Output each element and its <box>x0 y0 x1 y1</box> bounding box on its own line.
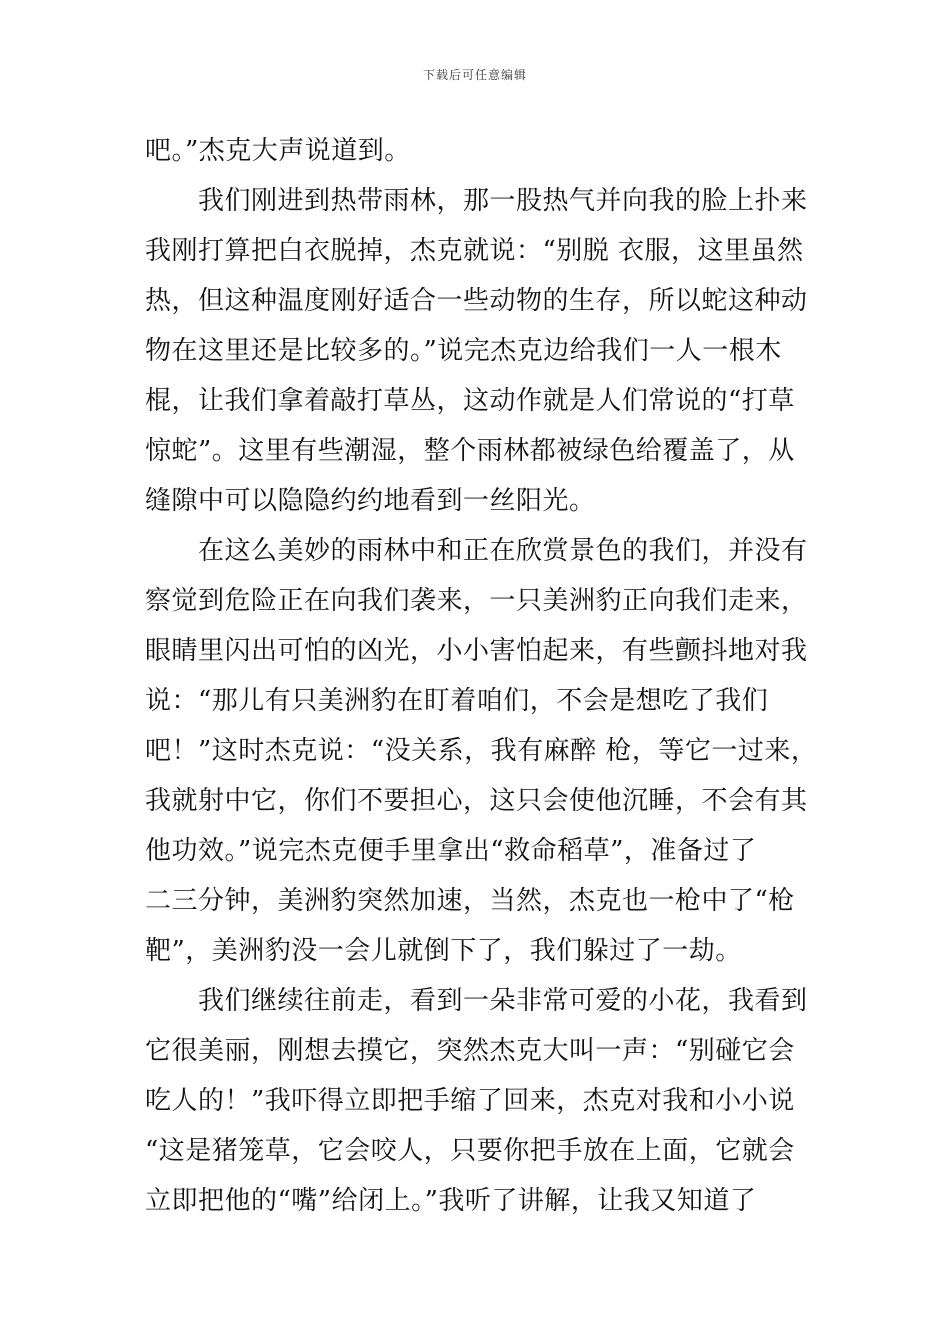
paragraph-first-line: 在这么美妙的雨林中和正在欣赏景色的我们，并没有 <box>198 536 808 566</box>
text-line: 吧！”这时杰克说：“没关系，我有麻醉 枪，等它一过来， <box>145 736 818 766</box>
text-line: 棍，让我们拿着敲打草丛，这动作就是人们常说的“打草 <box>145 386 795 416</box>
text-line: 眼睛里闪出可怕的凶光，小小害怕起来，有些颤抖地对我 <box>145 636 808 666</box>
page-header: 下载后可任意编辑 <box>422 68 527 82</box>
text-line: 缝隙中可以隐隐约约地看到一丝阳光。 <box>145 486 596 516</box>
text-line: 热，但这种温度刚好适合一些动物的生存，所以蛇这种动 <box>145 286 808 316</box>
text-line: 察觉到危险正在向我们袭来，一只美洲豹正向我们走来， <box>145 586 808 616</box>
text-line: 它很美丽，刚想去摸它，突然杰克大叫一声：“别碰它会 <box>145 1036 795 1066</box>
text-line: 吃人的！”我吓得立即把手缩了回来，杰克对我和小小说 <box>145 1086 795 1116</box>
text-line: 立即把他的“嘴”给闭上。”我听了讲解，让我又知道了 <box>145 1186 757 1216</box>
paragraph-first-line: 我们继续往前走，看到一朵非常可爱的小花，我看到 <box>198 986 808 1016</box>
text-line: 说：“那儿有只美洲豹在盯着咱们，不会是想吃了我们 <box>145 686 769 716</box>
text-line: 我刚打算把白衣脱掉，杰克就说：“别脱 衣服，这里虽然 <box>145 236 804 266</box>
text-line: 惊蛇”。这里有些潮湿，整个雨林都被绿色给覆盖了，从 <box>145 436 795 466</box>
text-line: 靶”，美洲豹没一会儿就倒下了，我们躲过了一劫。 <box>145 936 742 966</box>
text-line: 我就射中它，你们不要担心，这只会使他沉睡，不会有其 <box>145 786 808 816</box>
document-body <box>145 126 835 1226</box>
text-line: 他功效。”说完杰克便手里拿出“救命稻草”，准备过了 <box>145 836 757 866</box>
paragraph-first-line: 我们刚进到热带雨林，那一股热气并向我的脸上扑来 <box>198 186 808 216</box>
text-line: “这是猪笼草，它会咬人，只要你把手放在上面，它就会 <box>145 1136 795 1166</box>
text-line: 二三分钟，美洲豹突然加速，当然，杰克也一枪中了“枪 <box>145 886 795 916</box>
text-line: 物在这里还是比较多的。”说完杰克边给我们一人一根木 <box>145 336 782 366</box>
text-line: 吧。”杰克大声说道到。 <box>145 136 411 166</box>
